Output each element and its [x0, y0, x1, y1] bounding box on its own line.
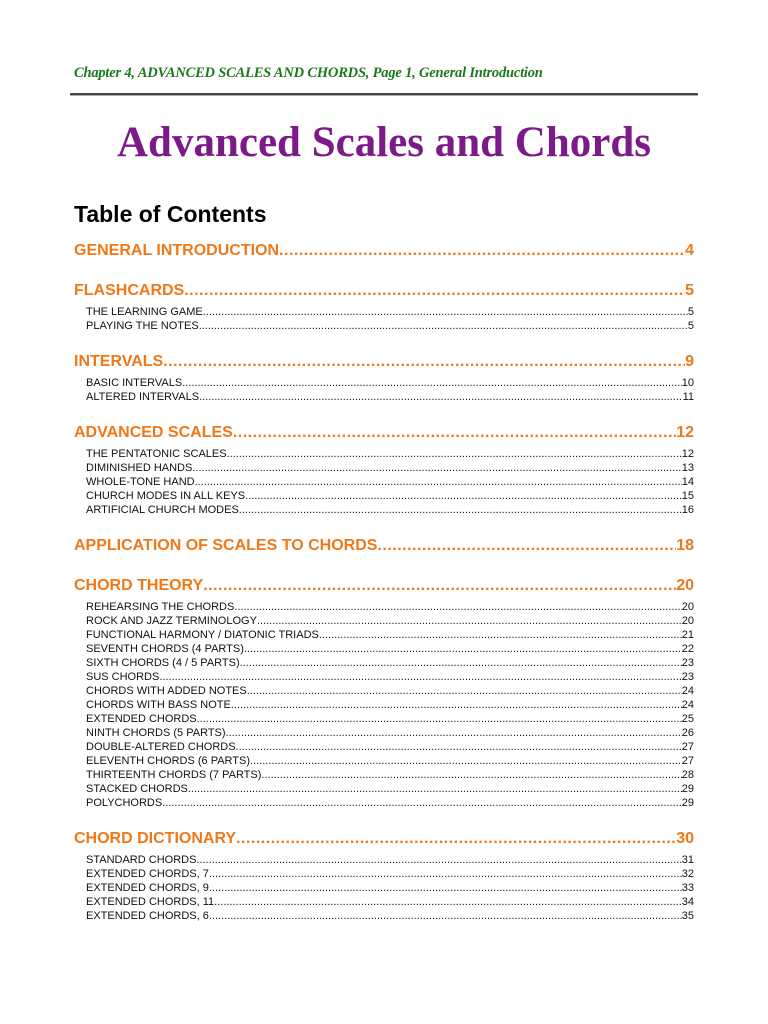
toc-subentry[interactable]	[74, 600, 694, 614]
page-number: 35	[681, 910, 694, 922]
page-number: 18	[676, 537, 694, 554]
page-number: 15	[681, 490, 694, 502]
toc-section-entry[interactable]	[74, 241, 694, 261]
page-number: 11	[682, 391, 694, 403]
page-title: Advanced Scales and Chords	[116, 119, 651, 166]
dot-leader	[227, 447, 682, 461]
page-number: 27	[681, 755, 694, 767]
page-number: 12	[676, 424, 694, 441]
page-number: 20	[681, 601, 694, 613]
entry-label: NINTH CHORDS (5 PARTS)	[86, 727, 226, 739]
dot-leader	[250, 754, 682, 768]
page-number: 24	[681, 685, 694, 697]
entry-label: ADVANCED SCALES	[74, 424, 233, 441]
entry-label: CHORD DICTIONARY	[74, 830, 237, 847]
page-number: 33	[681, 882, 694, 894]
page-number: 32	[681, 868, 694, 880]
toc-section-entry[interactable]	[74, 576, 694, 596]
toc-subentry[interactable]	[74, 754, 694, 768]
entry-label: THE LEARNING GAME	[86, 306, 203, 318]
page-number: 5	[687, 306, 694, 318]
dot-leader	[377, 536, 676, 556]
entry-label: THE PENTATONIC SCALES	[86, 448, 227, 460]
dot-leader	[319, 628, 682, 642]
entry-label: GENERAL INTRODUCTION	[74, 242, 280, 259]
page-number: 21	[681, 629, 694, 641]
toc-subentries	[74, 600, 694, 810]
toc-subentry[interactable]	[74, 489, 694, 503]
page-number: 20	[681, 615, 694, 627]
toc-subentry[interactable]	[74, 740, 694, 754]
dot-leader	[244, 642, 682, 656]
dot-leader	[233, 423, 676, 443]
dot-leader	[182, 376, 682, 390]
dot-leader	[214, 895, 682, 909]
page-number: 14	[681, 476, 694, 488]
toc-section-entry[interactable]	[74, 423, 694, 443]
entry-label: THIRTEENTH CHORDS (7 PARTS)	[86, 769, 262, 781]
page-number: 9	[685, 353, 694, 370]
toc-subentry[interactable]	[74, 319, 694, 333]
page-number: 23	[681, 671, 694, 683]
dot-leader	[239, 503, 682, 517]
toc-section-entry[interactable]	[74, 281, 694, 301]
dot-leader	[209, 909, 682, 923]
toc-subentry[interactable]	[74, 895, 694, 909]
toc-subentry[interactable]	[74, 628, 694, 642]
entry-label: PLAYING THE NOTES	[86, 320, 199, 332]
page-number: 30	[676, 830, 694, 847]
toc-subentry[interactable]	[74, 768, 694, 782]
toc-section	[74, 829, 694, 923]
toc-subentries	[74, 447, 694, 517]
dot-leader	[196, 853, 681, 867]
dot-leader	[199, 390, 682, 404]
entry-label: SEVENTH CHORDS (4 PARTS)	[86, 643, 244, 655]
entry-label: INTERVALS	[74, 353, 164, 370]
entry-label: ARTIFICIAL CHURCH MODES	[86, 504, 239, 516]
entry-label: EXTENDED CHORDS, 6	[86, 910, 209, 922]
toc-subentry[interactable]	[74, 670, 694, 684]
entry-label: SUS CHORDS	[86, 671, 160, 683]
entry-label: APPLICATION OF SCALES TO CHORDS	[74, 537, 378, 554]
toc-subentry[interactable]	[74, 461, 694, 475]
header-rule	[70, 93, 698, 96]
entry-label: CHORDS WITH BASS NOTE	[86, 699, 231, 711]
dot-leader	[163, 352, 685, 372]
entry-label: POLYCHORDS	[86, 797, 163, 809]
toc-subentry[interactable]	[74, 726, 694, 740]
dot-leader	[162, 796, 682, 810]
entry-label: WHOLE-TONE HAND	[86, 476, 195, 488]
toc-section	[74, 281, 694, 333]
entry-label: CHORD THEORY	[74, 577, 204, 594]
dot-leader	[279, 241, 685, 261]
toc-subentry[interactable]	[74, 867, 694, 881]
entry-label: STACKED CHORDS	[86, 783, 188, 795]
entry-label: ROCK AND JAZZ TERMINOLOGY	[86, 615, 257, 627]
entry-label: CHURCH MODES IN ALL KEYS	[86, 490, 246, 502]
page-number: 12	[681, 448, 694, 460]
toc-subentry[interactable]	[74, 614, 694, 628]
page-number: 26	[681, 727, 694, 739]
entry-label: ALTERED INTERVALS	[86, 391, 200, 403]
page-number: 5	[685, 282, 694, 299]
table-of-contents	[74, 241, 694, 942]
dot-leader	[188, 782, 682, 796]
dot-leader	[209, 881, 682, 895]
dot-leader	[197, 712, 682, 726]
dot-leader	[231, 698, 682, 712]
toc-subentries	[74, 305, 694, 333]
toc-subentry[interactable]	[74, 376, 694, 390]
entry-label: DOUBLE-ALTERED CHORDS	[86, 741, 236, 753]
toc-subentry[interactable]	[74, 475, 694, 489]
toc-subentry[interactable]	[74, 782, 694, 796]
dot-leader	[199, 319, 688, 333]
toc-subentries	[74, 853, 694, 923]
entry-label: STANDARD CHORDS	[86, 854, 197, 866]
toc-subentry[interactable]	[74, 698, 694, 712]
page-number: 25	[681, 713, 694, 725]
toc-section	[74, 576, 694, 810]
toc-subentry[interactable]	[74, 503, 694, 517]
entry-label: EXTENDED CHORDS, 9	[86, 882, 209, 894]
toc-heading: Table of Contents	[74, 201, 267, 227]
page-number: 29	[681, 797, 694, 809]
dot-leader	[240, 656, 682, 670]
page-number: 22	[681, 643, 694, 655]
toc-subentry[interactable]	[74, 909, 694, 923]
page-number: 20	[676, 577, 694, 594]
toc-subentry[interactable]	[74, 390, 694, 404]
page-number: 5	[687, 320, 694, 332]
toc-subentry[interactable]	[74, 305, 694, 319]
dot-leader	[257, 614, 682, 628]
entry-label: BASIC INTERVALS	[86, 377, 183, 389]
dot-leader	[195, 475, 682, 489]
page-number: 34	[681, 896, 694, 908]
dot-leader	[184, 281, 685, 301]
toc-subentry[interactable]	[74, 881, 694, 895]
toc-section	[74, 241, 694, 261]
entry-label: FUNCTIONAL HARMONY / DIATONIC TRIADS	[86, 629, 319, 641]
toc-subentry[interactable]	[74, 656, 694, 670]
toc-section	[74, 423, 694, 517]
entry-label: SIXTH CHORDS (4 / 5 PARTS)	[86, 657, 240, 669]
running-header: Chapter 4, ADVANCED SCALES AND CHORDS, Page 1, General Introduction	[74, 65, 543, 81]
page-number: 10	[681, 377, 694, 389]
page-number: 29	[681, 783, 694, 795]
page-number: 4	[685, 242, 694, 259]
dot-leader	[245, 489, 682, 503]
dot-leader	[203, 305, 688, 319]
entry-label: EXTENDED CHORDS, 7	[86, 868, 209, 880]
entry-label: EXTENDED CHORDS, 11	[86, 896, 215, 908]
dot-leader	[159, 670, 681, 684]
toc-section	[74, 536, 694, 556]
toc-section-entry[interactable]	[74, 352, 694, 372]
page-number: 24	[681, 699, 694, 711]
entry-label: EXTENDED CHORDS	[86, 713, 197, 725]
toc-subentries	[74, 376, 694, 404]
page-number: 31	[681, 854, 694, 866]
entry-label: ELEVENTH CHORDS (6 PARTS)	[86, 755, 251, 767]
dot-leader	[236, 740, 682, 754]
dot-leader	[192, 461, 681, 475]
dot-leader	[226, 726, 682, 740]
toc-subentry[interactable]	[74, 447, 694, 461]
toc-section	[74, 352, 694, 404]
dot-leader	[236, 829, 676, 849]
toc-subentry[interactable]	[74, 853, 694, 867]
entry-label: FLASHCARDS	[74, 282, 185, 299]
page-number: 16	[681, 504, 694, 516]
page-number: 28	[681, 769, 694, 781]
page-number: 27	[681, 741, 694, 753]
toc-section-entry[interactable]	[74, 829, 694, 849]
dot-leader	[247, 684, 682, 698]
toc-subentry[interactable]	[74, 642, 694, 656]
page-number: 13	[681, 462, 694, 474]
dot-leader	[209, 867, 682, 881]
dot-leader	[203, 576, 676, 596]
entry-label: REHEARSING THE CHORDS	[86, 601, 235, 613]
toc-subentry[interactable]	[74, 796, 694, 810]
toc-subentry[interactable]	[74, 712, 694, 726]
dot-leader	[261, 768, 681, 782]
page-number: 23	[681, 657, 694, 669]
toc-section-entry[interactable]	[74, 536, 694, 556]
entry-label: CHORDS WITH ADDED NOTES	[86, 685, 247, 697]
toc-subentry[interactable]	[74, 684, 694, 698]
dot-leader	[234, 600, 681, 614]
entry-label: DIMINISHED HANDS	[86, 462, 193, 474]
